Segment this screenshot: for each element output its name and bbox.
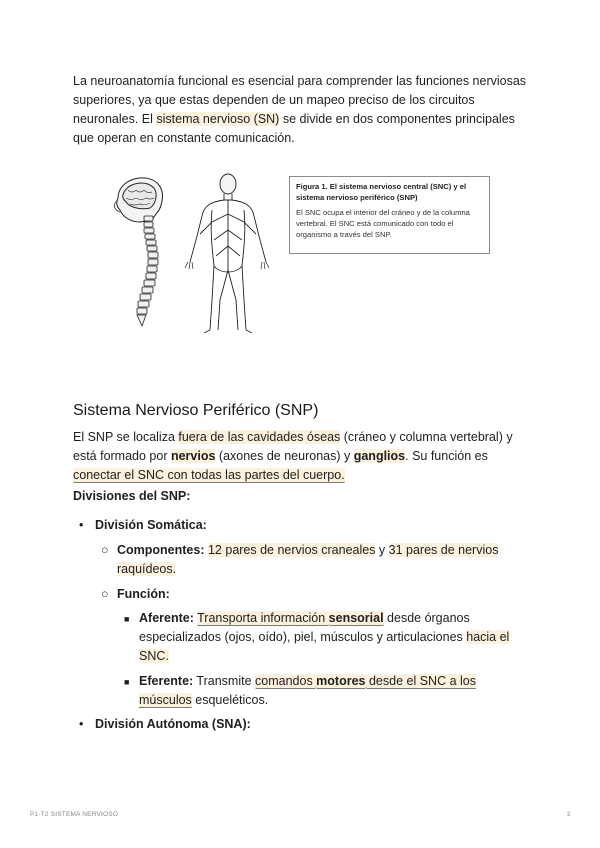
highlight-cavidades: fuera de las cavidades óseas bbox=[178, 430, 341, 444]
bullet-disc: • bbox=[79, 518, 84, 532]
intro-paragraph: La neuroanatomía funcional es esencial para comprender las funciones nerviosas superiores, ya que estas dependen de un mapeo preciso de los circuitos neuronales. El sistema nervioso (SN) se divide en dos componentes principales que operan en constante comunicación. bbox=[73, 74, 527, 145]
bullet-disc: • bbox=[79, 717, 84, 731]
list-item-somatica: División Somática: bbox=[95, 518, 207, 532]
figure-caption-box bbox=[289, 176, 490, 254]
section-heading-snp: Sistema Nervioso Periférico (SNP) bbox=[73, 402, 319, 419]
list-item-componentes: Componentes: 12 pares de nervios craneales y 31 pares de nervios raquídeos. bbox=[117, 543, 499, 576]
page-number: 2 bbox=[567, 811, 571, 818]
divisions-title: Divisiones del SNP: bbox=[73, 489, 191, 503]
body-nerves-drawing bbox=[185, 174, 269, 333]
figure-caption-body: El SNC ocupa el interior del cráneo y de la columna vertebral. El SNC está comunicado con todo el organismo a través del SNP. bbox=[296, 208, 470, 239]
bullet-circle: ○ bbox=[101, 543, 109, 557]
spinal-column-drawing bbox=[137, 216, 158, 326]
list-item-funcion: Función: bbox=[117, 587, 170, 601]
list-item-eferente: Eferente: Transmite comandos motores desde el SNC a los músculos esqueléticos. bbox=[139, 674, 476, 707]
figure-caption-title: Figura 1. El sistema nervioso central (SNC) y el sistema nervioso periférico (SNP) bbox=[296, 182, 467, 202]
nervous-system-illustration bbox=[100, 170, 290, 340]
highlight-conectar: conectar el SNC con todas las partes del cuerpo. bbox=[73, 468, 345, 482]
bold-nervios: nervios bbox=[170, 449, 216, 463]
footer-title: P1-T2 SISTEMA NERVIOSO bbox=[30, 811, 119, 818]
list-item-aferente: Aferente: Transporta información sensorial desde órganos especializados (ojos, oído), piel, músculos y articulaciones hacia el SNC. bbox=[139, 611, 510, 663]
head-brain-drawing bbox=[114, 178, 162, 222]
bold-ganglios: ganglios bbox=[353, 449, 406, 463]
highlight-sistema-nervioso: sistema nervioso (SN) bbox=[156, 112, 280, 126]
bullet-square: ■ bbox=[124, 677, 130, 687]
list-item-autonoma: División Autónoma (SNA): bbox=[95, 717, 251, 731]
bullet-square: ■ bbox=[124, 614, 130, 624]
snp-description: El SNP se localiza fuera de las cavidades óseas (cráneo y columna vertebral) y está formado por nervios (axones de neuronas) y ganglios. Su función es conectar el SNC con todas las partes del cuerpo. bbox=[73, 430, 513, 482]
bullet-circle: ○ bbox=[101, 587, 109, 601]
